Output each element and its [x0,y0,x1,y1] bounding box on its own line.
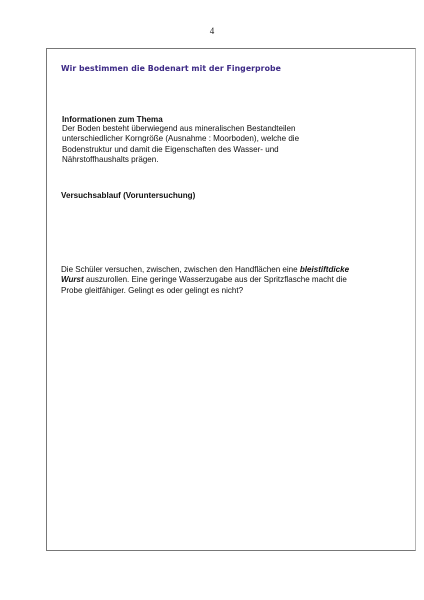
info-line: Der Boden besteht überwiegend aus mineralischen Bestandteilen [62,124,296,133]
info-line: unterschiedlicher Korngröße (Ausnahme : Moorboden), welche die [62,134,300,144]
info-line: Bodenstruktur und damit die Eigenschaften des Wasser- und [62,144,279,154]
instruction-line [61,275,357,285]
instruction-text: Die Schüler versuchen, zwischen, zwischen den Handflächen eine [61,265,300,274]
document-title: Wir bestimmen die Bodenart mit der Fingerprobe [61,64,281,73]
page-number: 4 [209,26,215,36]
instruction-emphasis: Wurst [61,275,84,285]
instruction-paragraph [61,265,357,296]
instruction-emphasis: bleistiftdicke [299,265,350,274]
procedure-heading: Versuchsablauf (Voruntersuchung) [61,191,196,200]
info-line: Nährstoffhaushalts prägen. [62,155,159,165]
info-section [61,115,371,166]
procedure-section [61,191,371,200]
instruction-text: auszurollen. Eine geringe Wasserzugabe aus der Spritzflasche macht die [83,275,347,285]
instruction-line [61,265,357,275]
instruction-line: Probe gleitfähiger. Gelingt es oder gelingt es nicht? [61,285,244,295]
info-heading: Informationen zum Thema [62,115,163,124]
